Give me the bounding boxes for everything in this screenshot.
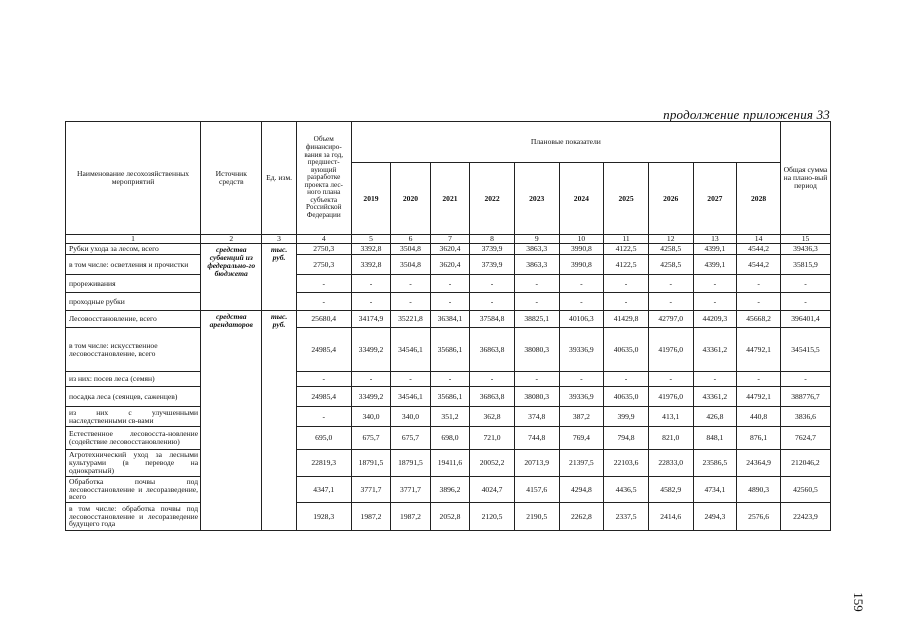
value-2021: 698,0 bbox=[430, 427, 469, 450]
prior-year-volume: 25680,4 bbox=[296, 311, 351, 328]
value-2027: 2494,3 bbox=[693, 503, 737, 531]
value-2022: 3739,9 bbox=[470, 244, 515, 255]
value-2021: 36384,1 bbox=[430, 311, 469, 328]
period-total: 212046,2 bbox=[780, 450, 830, 477]
table-row bbox=[66, 387, 831, 407]
value-2022: - bbox=[470, 372, 515, 387]
prior-year-volume: - bbox=[296, 275, 351, 293]
forestry-measures-table bbox=[65, 121, 831, 531]
column-number: 6 bbox=[391, 235, 430, 244]
row-name: из них: посев леса (семян) bbox=[66, 372, 201, 387]
table-row bbox=[66, 477, 831, 503]
funding-source: средства арендаторов bbox=[201, 311, 262, 531]
value-2023: - bbox=[514, 372, 559, 387]
value-2020: 675,7 bbox=[391, 427, 430, 450]
value-2026: - bbox=[648, 293, 693, 311]
value-2025: 4436,5 bbox=[604, 477, 649, 503]
row-name: в том числе: осветления и прочистки bbox=[66, 255, 201, 275]
value-2021: 3620,4 bbox=[430, 255, 469, 275]
value-2022: 36863,8 bbox=[470, 387, 515, 407]
value-2024: 21397,5 bbox=[559, 450, 604, 477]
value-2019: 3771,7 bbox=[351, 477, 390, 503]
year-header-2026: 2026 bbox=[648, 163, 693, 235]
header-plan: Плановые показатели bbox=[351, 122, 780, 163]
row-name: Естественное лесовосста-новление (содействие лесовосстановлению) bbox=[66, 427, 201, 450]
value-2023: 3863,3 bbox=[514, 244, 559, 255]
value-2024: 3990,8 bbox=[559, 244, 604, 255]
column-number: 9 bbox=[514, 235, 559, 244]
column-number: 4 bbox=[296, 235, 351, 244]
value-2027: 848,1 bbox=[693, 427, 737, 450]
value-2027: 4399,1 bbox=[693, 244, 737, 255]
value-2028: 440,8 bbox=[737, 407, 781, 427]
table-row bbox=[66, 293, 831, 311]
value-2023: 3863,3 bbox=[514, 255, 559, 275]
period-total: 388776,7 bbox=[780, 387, 830, 407]
value-2019: 340,0 bbox=[351, 407, 390, 427]
column-number: 11 bbox=[604, 235, 649, 244]
table-row bbox=[66, 328, 831, 372]
value-2024: - bbox=[559, 293, 604, 311]
table-row bbox=[66, 503, 831, 531]
value-2021: 19411,6 bbox=[430, 450, 469, 477]
value-2023: 2190,5 bbox=[514, 503, 559, 531]
header-unit: Ед. изм. bbox=[262, 122, 296, 235]
value-2028: - bbox=[737, 275, 781, 293]
value-2024: - bbox=[559, 372, 604, 387]
row-name: Обработка почвы под лесовосстановление и лесоразведение, всего bbox=[66, 477, 201, 503]
value-2028: - bbox=[737, 293, 781, 311]
value-2023: - bbox=[514, 275, 559, 293]
period-total: 22423,9 bbox=[780, 503, 830, 531]
value-2022: - bbox=[470, 293, 515, 311]
value-2026: 42797,0 bbox=[648, 311, 693, 328]
value-2027: - bbox=[693, 275, 737, 293]
value-2020: 3504,8 bbox=[391, 244, 430, 255]
year-header-2019: 2019 bbox=[351, 163, 390, 235]
value-2020: 3504,8 bbox=[391, 255, 430, 275]
funding-source: средства субвенций из федерально-го бюджета bbox=[201, 244, 262, 311]
prior-year-volume: 4347,1 bbox=[296, 477, 351, 503]
row-name: посадка леса (сеянцев, саженцев) bbox=[66, 387, 201, 407]
value-2019: 1987,2 bbox=[351, 503, 390, 531]
value-2026: 413,1 bbox=[648, 407, 693, 427]
value-2028: - bbox=[737, 372, 781, 387]
column-number: 7 bbox=[430, 235, 469, 244]
column-number: 1 bbox=[66, 235, 201, 244]
value-2025: 40635,0 bbox=[604, 328, 649, 372]
period-total: 7624,7 bbox=[780, 427, 830, 450]
value-2019: 3392,8 bbox=[351, 255, 390, 275]
value-2022: 721,0 bbox=[470, 427, 515, 450]
table-row bbox=[66, 407, 831, 427]
period-total: 39436,3 bbox=[780, 244, 830, 255]
value-2026: - bbox=[648, 275, 693, 293]
value-2019: - bbox=[351, 372, 390, 387]
value-2026: - bbox=[648, 372, 693, 387]
value-2027: 23586,5 bbox=[693, 450, 737, 477]
value-2021: 3896,2 bbox=[430, 477, 469, 503]
unit-of-measure: тыс. руб. bbox=[262, 311, 296, 531]
value-2025: - bbox=[604, 293, 649, 311]
value-2022: 2120,5 bbox=[470, 503, 515, 531]
value-2026: 821,0 bbox=[648, 427, 693, 450]
value-2025: - bbox=[604, 275, 649, 293]
period-total: 42560,5 bbox=[780, 477, 830, 503]
value-2020: 1987,2 bbox=[391, 503, 430, 531]
table-row bbox=[66, 255, 831, 275]
value-2020: 3771,7 bbox=[391, 477, 430, 503]
value-2026: 41976,0 bbox=[648, 328, 693, 372]
value-2019: 18791,5 bbox=[351, 450, 390, 477]
value-2022: 362,8 bbox=[470, 407, 515, 427]
value-2022: 4024,7 bbox=[470, 477, 515, 503]
value-2023: - bbox=[514, 293, 559, 311]
value-2021: 35686,1 bbox=[430, 387, 469, 407]
value-2019: - bbox=[351, 275, 390, 293]
value-2021: 351,2 bbox=[430, 407, 469, 427]
value-2026: 41976,0 bbox=[648, 387, 693, 407]
year-header-2020: 2020 bbox=[391, 163, 430, 235]
column-number: 13 bbox=[693, 235, 737, 244]
value-2019: - bbox=[351, 293, 390, 311]
value-2021: - bbox=[430, 275, 469, 293]
value-2019: 675,7 bbox=[351, 427, 390, 450]
value-2020: - bbox=[391, 293, 430, 311]
value-2025: - bbox=[604, 372, 649, 387]
prior-year-volume: - bbox=[296, 407, 351, 427]
value-2020: 34546,1 bbox=[391, 387, 430, 407]
prior-year-volume: 24985,4 bbox=[296, 387, 351, 407]
column-number: 10 bbox=[559, 235, 604, 244]
value-2025: 4122,5 bbox=[604, 255, 649, 275]
value-2020: - bbox=[391, 372, 430, 387]
column-number: 8 bbox=[470, 235, 515, 244]
year-header-2025: 2025 bbox=[604, 163, 649, 235]
value-2024: 769,4 bbox=[559, 427, 604, 450]
prior-year-volume: - bbox=[296, 372, 351, 387]
prior-year-volume: 1928,3 bbox=[296, 503, 351, 531]
year-header-2021: 2021 bbox=[430, 163, 469, 235]
value-2023: 38825,1 bbox=[514, 311, 559, 328]
row-name: Агротехнический уход за лесными культурами (в переводе на однократный) bbox=[66, 450, 201, 477]
row-name: проходные рубки bbox=[66, 293, 201, 311]
value-2022: 20052,2 bbox=[470, 450, 515, 477]
row-name: прореживания bbox=[66, 275, 201, 293]
value-2027: 44209,3 bbox=[693, 311, 737, 328]
value-2022: 37584,8 bbox=[470, 311, 515, 328]
row-name: Лесовосстановление, всего bbox=[66, 311, 201, 328]
value-2025: 40635,0 bbox=[604, 387, 649, 407]
value-2025: 4122,5 bbox=[604, 244, 649, 255]
value-2020: - bbox=[391, 275, 430, 293]
header-volume: Объем финансиро-вания за год, предшест-вующий разработке проекта лес-ного плана субъекта Российской Федерации bbox=[296, 122, 351, 235]
column-number: 15 bbox=[780, 235, 830, 244]
value-2026: 4258,5 bbox=[648, 244, 693, 255]
value-2028: 4544,2 bbox=[737, 255, 781, 275]
value-2025: 794,8 bbox=[604, 427, 649, 450]
value-2025: 399,9 bbox=[604, 407, 649, 427]
value-2027: 43361,2 bbox=[693, 328, 737, 372]
table-row bbox=[66, 427, 831, 450]
value-2020: 18791,5 bbox=[391, 450, 430, 477]
value-2025: 22103,6 bbox=[604, 450, 649, 477]
period-total: 35815,9 bbox=[780, 255, 830, 275]
prior-year-volume: 695,0 bbox=[296, 427, 351, 450]
period-total: 396401,4 bbox=[780, 311, 830, 328]
row-name: в том числе: искусственное лесовосстановление, всего bbox=[66, 328, 201, 372]
table-row bbox=[66, 275, 831, 293]
table-row bbox=[66, 311, 831, 328]
header-source: Источник средств bbox=[201, 122, 262, 235]
value-2021: 3620,4 bbox=[430, 244, 469, 255]
header-name: Наименование лесохозяйственных мероприятий bbox=[66, 122, 201, 235]
value-2019: 3392,8 bbox=[351, 244, 390, 255]
value-2022: - bbox=[470, 275, 515, 293]
value-2023: 20713,9 bbox=[514, 450, 559, 477]
period-total: 345415,5 bbox=[780, 328, 830, 372]
column-number: 2 bbox=[201, 235, 262, 244]
value-2028: 24364,9 bbox=[737, 450, 781, 477]
value-2020: 34546,1 bbox=[391, 328, 430, 372]
value-2026: 4582,9 bbox=[648, 477, 693, 503]
period-total: - bbox=[780, 293, 830, 311]
prior-year-volume: 2750,3 bbox=[296, 244, 351, 255]
prior-year-volume: - bbox=[296, 293, 351, 311]
value-2024: 387,2 bbox=[559, 407, 604, 427]
table-row bbox=[66, 372, 831, 387]
value-2026: 22833,0 bbox=[648, 450, 693, 477]
row-name: Рубки ухода за лесом, всего bbox=[66, 244, 201, 255]
value-2024: - bbox=[559, 275, 604, 293]
value-2021: 2052,8 bbox=[430, 503, 469, 531]
value-2028: 2576,6 bbox=[737, 503, 781, 531]
prior-year-volume: 2750,3 bbox=[296, 255, 351, 275]
value-2025: 2337,5 bbox=[604, 503, 649, 531]
value-2019: 34174,9 bbox=[351, 311, 390, 328]
year-header-2023: 2023 bbox=[514, 163, 559, 235]
value-2022: 3739,9 bbox=[470, 255, 515, 275]
row-name: из них с улучшенными наследственными св-вами bbox=[66, 407, 201, 427]
value-2021: - bbox=[430, 293, 469, 311]
value-2028: 45668,2 bbox=[737, 311, 781, 328]
value-2022: 36863,8 bbox=[470, 328, 515, 372]
value-2023: 38080,3 bbox=[514, 328, 559, 372]
prior-year-volume: 24985,4 bbox=[296, 328, 351, 372]
value-2024: 40106,3 bbox=[559, 311, 604, 328]
appendix-caption: продолжение приложения 33 bbox=[663, 107, 830, 122]
value-2025: 41429,8 bbox=[604, 311, 649, 328]
column-number: 3 bbox=[262, 235, 296, 244]
table-row bbox=[66, 450, 831, 477]
value-2024: 3990,8 bbox=[559, 255, 604, 275]
year-header-2024: 2024 bbox=[559, 163, 604, 235]
column-number: 14 bbox=[737, 235, 781, 244]
column-number: 5 bbox=[351, 235, 390, 244]
value-2020: 35221,8 bbox=[391, 311, 430, 328]
value-2028: 44792,1 bbox=[737, 328, 781, 372]
column-number-row bbox=[66, 235, 831, 244]
value-2027: 4734,1 bbox=[693, 477, 737, 503]
table-row bbox=[66, 244, 831, 255]
value-2021: - bbox=[430, 372, 469, 387]
value-2023: 744,8 bbox=[514, 427, 559, 450]
value-2024: 2262,8 bbox=[559, 503, 604, 531]
column-number: 12 bbox=[648, 235, 693, 244]
period-total: 3836,6 bbox=[780, 407, 830, 427]
header-total: Общая сумма на плано-вый период bbox=[780, 122, 830, 235]
value-2024: 4294,8 bbox=[559, 477, 604, 503]
value-2027: 43361,2 bbox=[693, 387, 737, 407]
period-total: - bbox=[780, 275, 830, 293]
value-2019: 33499,2 bbox=[351, 387, 390, 407]
value-2026: 4258,5 bbox=[648, 255, 693, 275]
value-2021: 35686,1 bbox=[430, 328, 469, 372]
value-2023: 374,8 bbox=[514, 407, 559, 427]
prior-year-volume: 22819,3 bbox=[296, 450, 351, 477]
value-2028: 44792,1 bbox=[737, 387, 781, 407]
row-name: в том числе: обработка почвы под лесовосстановление и лесоразведение будущего года bbox=[66, 503, 201, 531]
value-2028: 4890,3 bbox=[737, 477, 781, 503]
value-2024: 39336,9 bbox=[559, 387, 604, 407]
value-2026: 2414,6 bbox=[648, 503, 693, 531]
value-2023: 4157,6 bbox=[514, 477, 559, 503]
value-2027: - bbox=[693, 372, 737, 387]
year-header-2028: 2028 bbox=[737, 163, 781, 235]
value-2019: 33499,2 bbox=[351, 328, 390, 372]
page-number: 159 bbox=[851, 592, 866, 612]
value-2027: 426,8 bbox=[693, 407, 737, 427]
value-2027: 4399,1 bbox=[693, 255, 737, 275]
header-row-top bbox=[66, 122, 831, 163]
unit-of-measure: тыс. руб. bbox=[262, 244, 296, 311]
value-2024: 39336,9 bbox=[559, 328, 604, 372]
year-header-2022: 2022 bbox=[470, 163, 515, 235]
value-2027: - bbox=[693, 293, 737, 311]
value-2028: 4544,2 bbox=[737, 244, 781, 255]
year-header-2027: 2027 bbox=[693, 163, 737, 235]
value-2023: 38080,3 bbox=[514, 387, 559, 407]
value-2020: 340,0 bbox=[391, 407, 430, 427]
period-total: - bbox=[780, 372, 830, 387]
value-2028: 876,1 bbox=[737, 427, 781, 450]
